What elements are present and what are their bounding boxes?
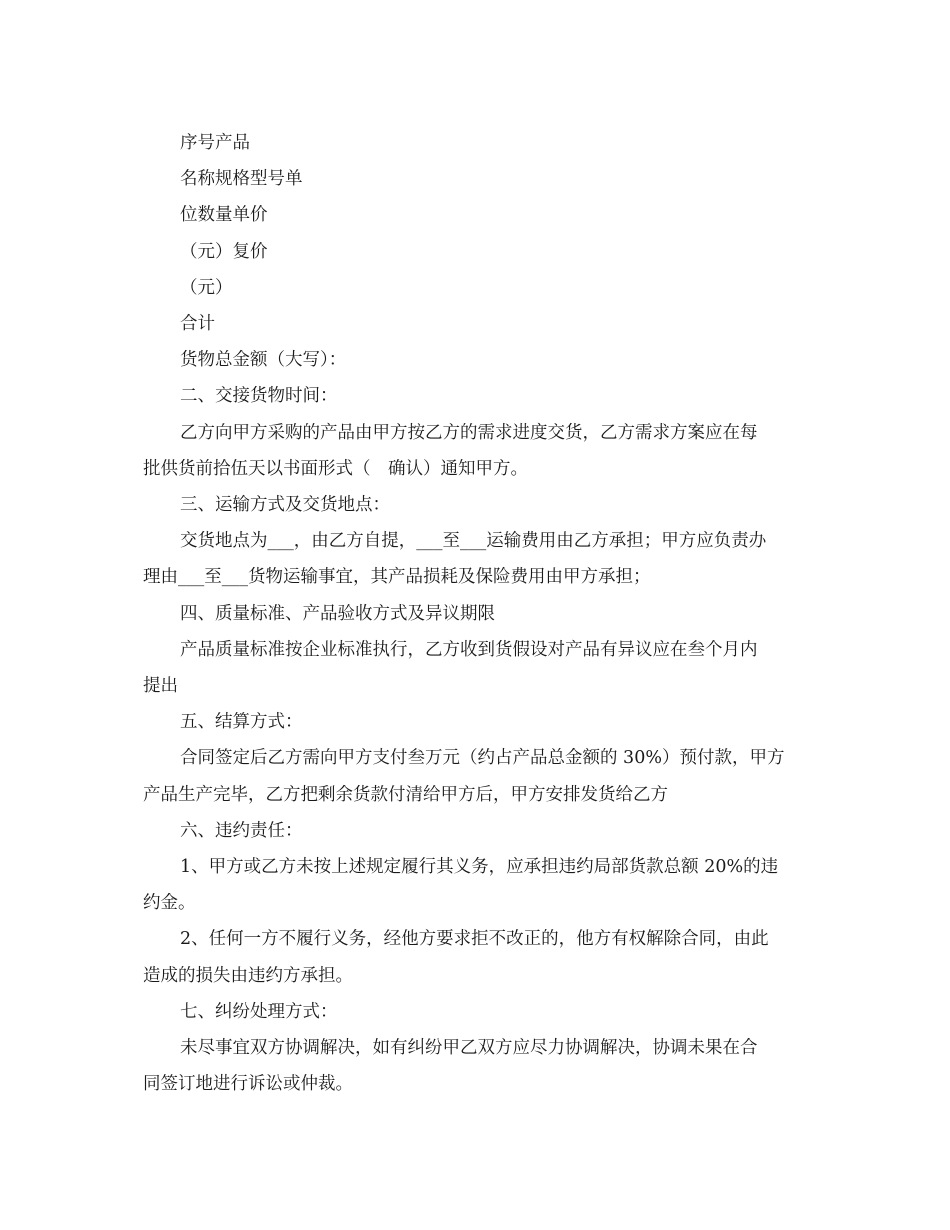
- heading-text: 四、质量标准、产品验收方式及异议期限: [180, 603, 495, 624]
- text-line: 货物总金额（大写）：: [180, 350, 347, 371]
- text-line: 名称规格型号单: [180, 169, 303, 190]
- text-line: 合计: [180, 314, 215, 335]
- total-amount-label: [143, 342, 813, 378]
- text-line: 理由___至___货物运输事宜，其产品损耗及保险费用由甲方承担；: [143, 567, 651, 588]
- table-header-fragment: [143, 161, 813, 197]
- text-line: 约金。: [143, 893, 196, 914]
- text-line: 2、任何一方不履行义务，经他方要求拒不改正的，他方有权解除合同，由此: [180, 929, 769, 950]
- text-line: 同签订地进行诉讼或仲裁。: [143, 1074, 353, 1095]
- section-heading-dispute: [143, 994, 813, 1030]
- heading-text: 二、交接货物时间：: [180, 386, 338, 407]
- heading-text: 七、纠纷处理方式：: [180, 1001, 338, 1022]
- table-header-fragment: [143, 270, 813, 306]
- text-line: 乙方向甲方采购的产品由甲方按乙方的需求进度交货，乙方需求方案应在每: [180, 422, 758, 443]
- text-line: 序号产品: [180, 133, 250, 153]
- text-line: 位数量单价: [180, 205, 268, 226]
- text-line: 产品生产完毕，乙方把剩余货款付清给甲方后，甲方安排发货给乙方: [143, 784, 668, 805]
- paragraph-transport: [143, 523, 813, 595]
- section-heading-settlement: [143, 704, 813, 740]
- paragraph-quality: [143, 632, 813, 704]
- text-line: 批供货前拾伍天以书面形式（ 确认）通知甲方。: [143, 458, 528, 479]
- heading-text: 三、运输方式及交货地点：: [180, 495, 390, 516]
- paragraph-settlement: [143, 740, 813, 812]
- heading-text: 五、结算方式：: [180, 712, 303, 733]
- paragraph-liability-2: [143, 921, 813, 993]
- heading-text: 六、违约责任：: [180, 820, 303, 841]
- text-line: 提出: [143, 676, 178, 697]
- document-body: [143, 125, 813, 1102]
- text-line: （元）复价: [180, 241, 268, 262]
- table-header-fragment: [143, 197, 813, 233]
- text-line: 造成的损失由违约方承担。: [143, 965, 353, 986]
- table-header-fragment: [143, 125, 813, 161]
- paragraph-dispute: [143, 1030, 813, 1102]
- section-heading-liability: [143, 813, 813, 849]
- text-line: （元）: [180, 277, 233, 298]
- total-label: [143, 306, 813, 342]
- section-heading-transport: [143, 487, 813, 523]
- text-line: 合同签定后乙方需向甲方支付叁万元（约占产品总金额的 30%）预付款，甲方: [180, 748, 785, 769]
- text-line: 交货地点为___，由乙方自提，___至___运输费用由乙方承担；甲方应负责办: [180, 531, 767, 552]
- text-line: 产品质量标准按企业标准执行，乙方收到货假设对产品有异议应在叁个月内: [180, 639, 758, 660]
- text-line: 1、甲方或乙方未按上述规定履行其义务，应承担违约局部货款总额 20%的违: [180, 857, 779, 878]
- text-line: 未尽事宜双方协调解决，如有纠纷甲乙双方应尽力协调解决，协调未果在合: [180, 1038, 758, 1059]
- section-heading-quality: [143, 596, 813, 632]
- paragraph-delivery-time: [143, 415, 813, 487]
- table-header-fragment: [143, 234, 813, 270]
- section-heading-delivery-time: [143, 378, 813, 414]
- paragraph-liability-1: [143, 849, 813, 921]
